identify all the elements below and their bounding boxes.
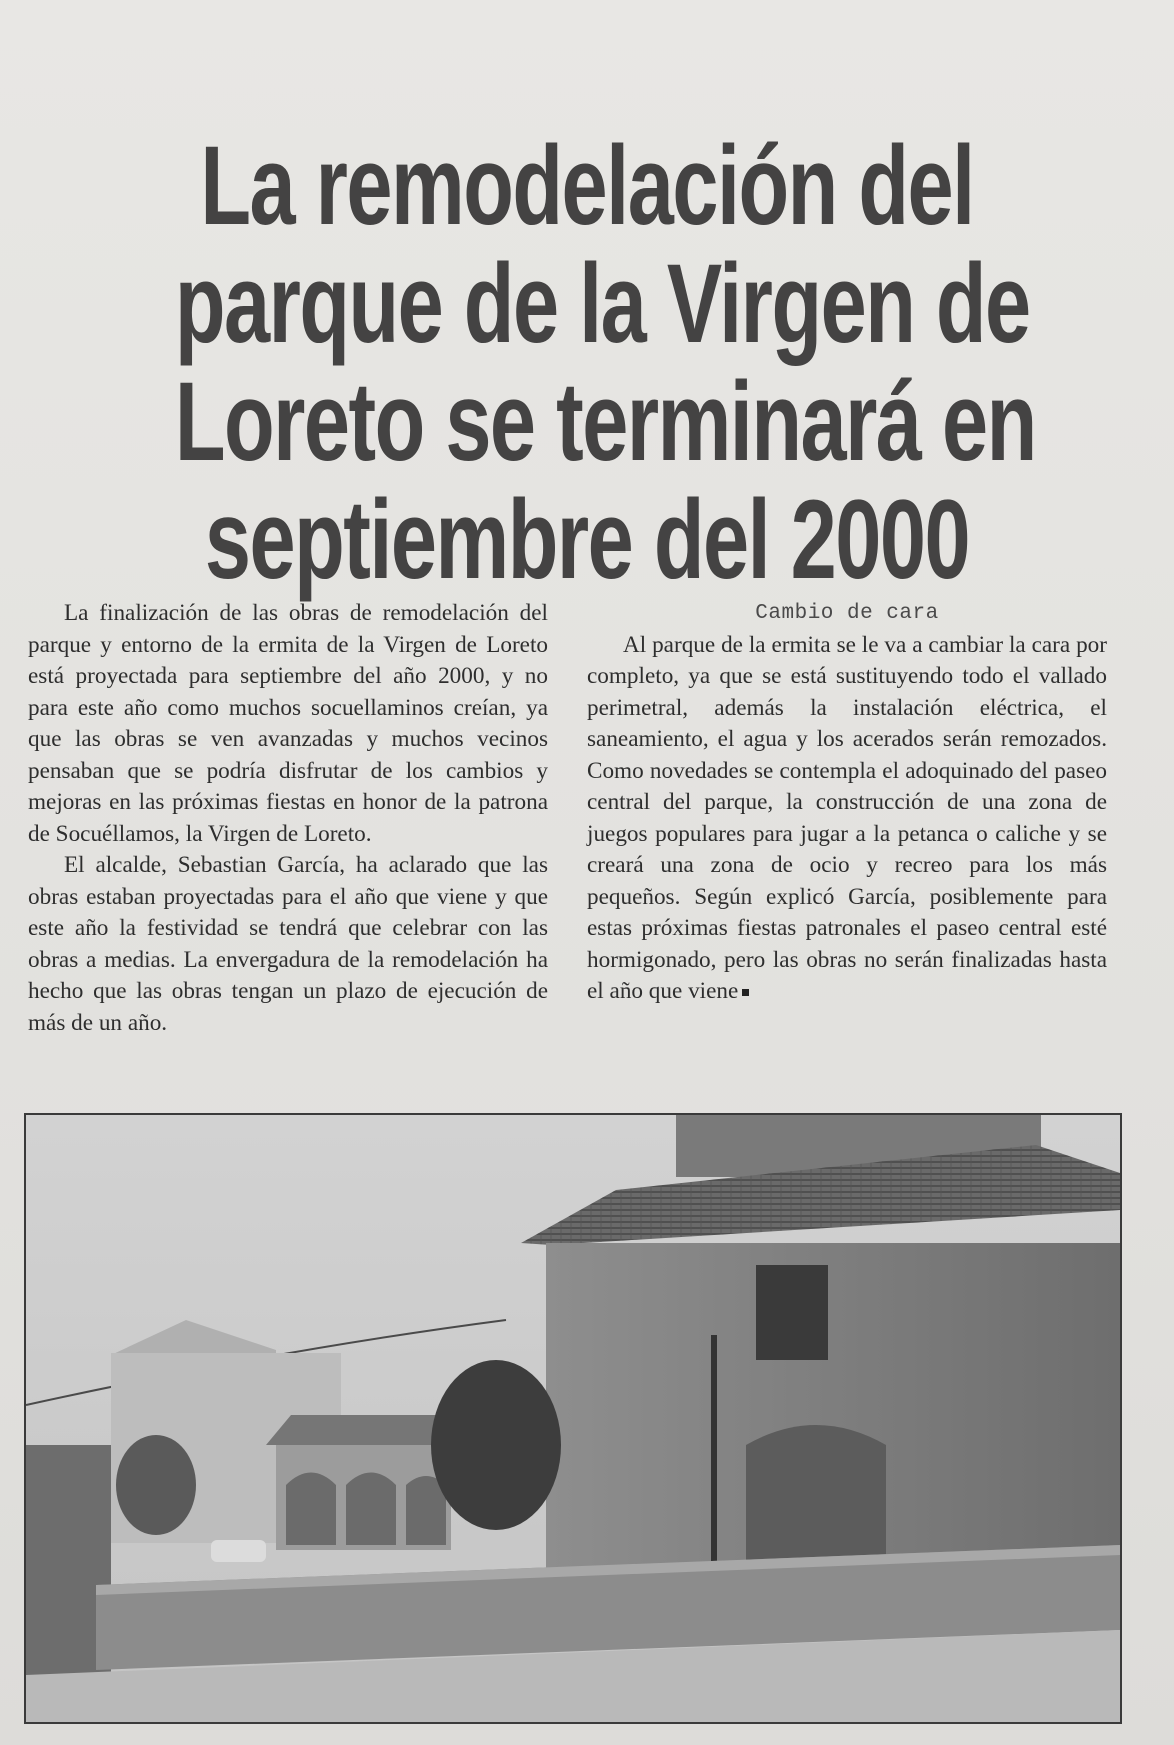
hermitage-window bbox=[756, 1265, 828, 1360]
headline-line-3: Loreto se terminará en bbox=[174, 359, 1036, 485]
parked-car bbox=[211, 1540, 266, 1562]
hermitage-photo bbox=[24, 1113, 1122, 1724]
left-column bbox=[28, 598, 548, 1039]
light-pole bbox=[711, 1335, 717, 1595]
right-paragraph-1 bbox=[587, 630, 1107, 1008]
headline-line-2: parque de la Virgen de bbox=[174, 241, 1030, 367]
tree-left bbox=[116, 1435, 196, 1535]
photo-illustration bbox=[26, 1115, 1120, 1722]
headline bbox=[174, 123, 1036, 603]
headline-line-1: La remodelación del bbox=[200, 123, 974, 249]
left-paragraph-2: El alcalde, Sebastian García, ha aclarado que las obras estaban proyectadas para el año que viene y que este año la festividad se tendrá que celebrar con las obras a medias. La envergadura de la remodelación ha hecho que las obras tengan un plazo de ejecución de más de un año. bbox=[28, 852, 548, 1036]
headline-line-4: septiembre del 2000 bbox=[204, 477, 970, 603]
left-paragraph-1: La finalización de las obras de remodelación del parque y entorno de la ermita de la Virgen de Loreto está proyectada para septiembre del año 2000, y no para este año como muchos socuellaminos creían, ya que las obras se ven avanzadas y muchos vecinos pensaban que se podría disfrutar de los cambios y mejoras en las próximas fiestas en honor de la patrona de Socuéllamos, la Virgen de Loreto. bbox=[28, 600, 548, 847]
arcade-arches bbox=[286, 1473, 446, 1546]
right-paragraph-1-text: Al parque de la ermita se le va a cambiar la cara por completo, ya que se está sustituyendo todo el vallado perimetral, además la instalación eléctrica, el saneamiento, el agua y los acerados serán remozados. Como novedades se contempla el adoquinado del paseo central del parque, la construcción de una zona de juegos populares para jugar a la petanca o caliche y se creará una zona de ocio y recreo para los más pequeños. Según explicó García, posiblemente para estas próximas fiestas patronales el paseo central esté hormigonado, pero las obras no serán finalizadas hasta el año que viene bbox=[587, 631, 1107, 1004]
right-column bbox=[587, 598, 1107, 1008]
end-of-article-mark bbox=[742, 989, 749, 996]
tree-right bbox=[431, 1360, 561, 1530]
section-subheading: Cambio de cara bbox=[755, 602, 939, 625]
